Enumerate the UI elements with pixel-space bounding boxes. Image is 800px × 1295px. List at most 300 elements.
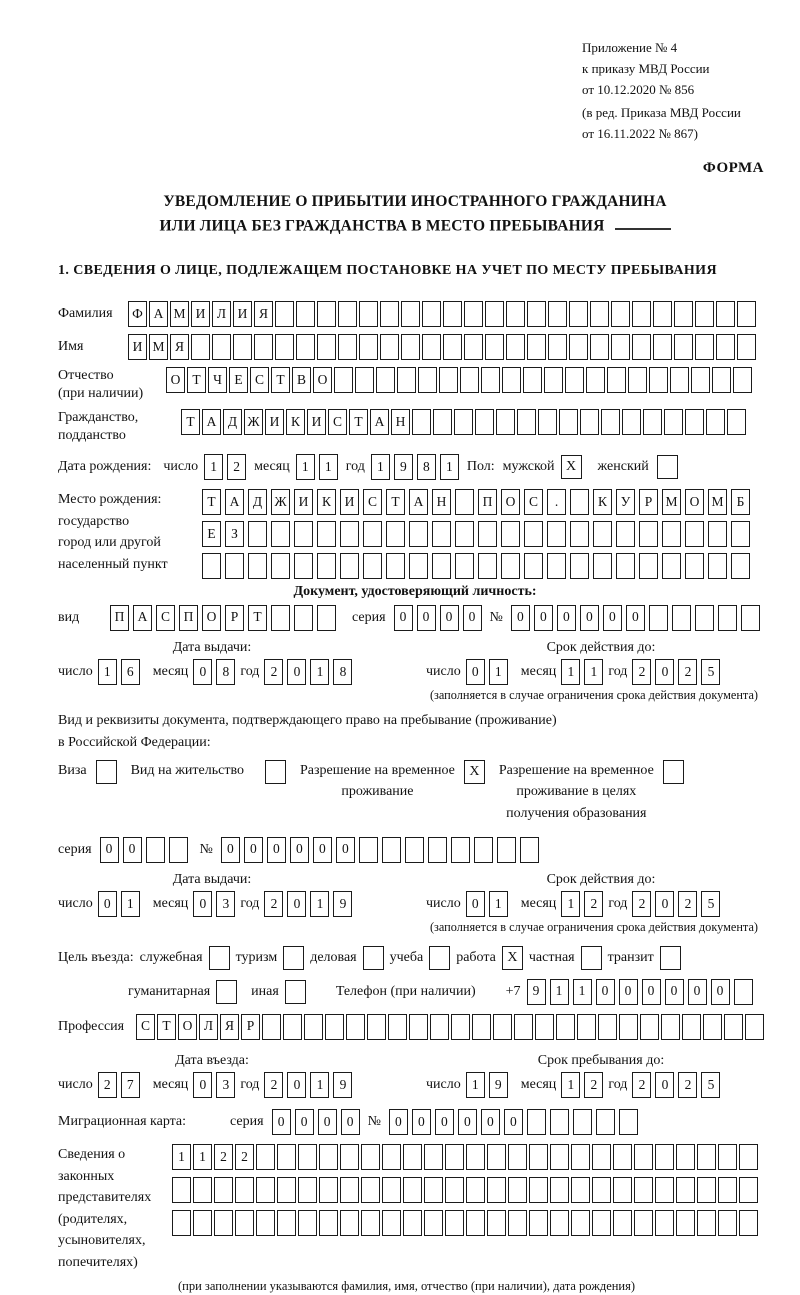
char-box[interactable] bbox=[464, 334, 483, 360]
char-box[interactable] bbox=[386, 553, 405, 579]
char-box[interactable] bbox=[592, 1144, 611, 1170]
char-box[interactable] bbox=[409, 553, 428, 579]
char-box[interactable]: 9 bbox=[333, 891, 352, 917]
char-box[interactable] bbox=[639, 521, 658, 547]
char-box[interactable] bbox=[590, 301, 609, 327]
char-box[interactable]: 8 bbox=[333, 659, 352, 685]
char-box[interactable]: С bbox=[250, 367, 269, 393]
char-box[interactable] bbox=[172, 1177, 191, 1203]
char-box[interactable]: И bbox=[191, 301, 210, 327]
citizenship-boxes[interactable] bbox=[181, 409, 746, 435]
char-box[interactable]: 1 bbox=[550, 979, 569, 1005]
char-box[interactable]: Я bbox=[170, 334, 189, 360]
char-box[interactable] bbox=[340, 1144, 359, 1170]
char-box[interactable]: 1 bbox=[310, 891, 329, 917]
char-box[interactable] bbox=[193, 1210, 212, 1236]
char-box[interactable]: 0 bbox=[466, 659, 485, 685]
char-box[interactable] bbox=[613, 1144, 632, 1170]
char-box[interactable]: 9 bbox=[527, 979, 546, 1005]
char-box[interactable] bbox=[508, 1177, 527, 1203]
char-box[interactable] bbox=[298, 1177, 317, 1203]
char-box[interactable] bbox=[593, 521, 612, 547]
purpose-work-checkbox[interactable]: X bbox=[502, 946, 523, 970]
char-box[interactable]: 9 bbox=[489, 1072, 508, 1098]
char-box[interactable] bbox=[685, 409, 704, 435]
char-box[interactable] bbox=[547, 553, 566, 579]
char-box[interactable] bbox=[529, 1210, 548, 1236]
char-box[interactable] bbox=[359, 301, 378, 327]
purpose-other-checkbox[interactable] bbox=[285, 980, 306, 1004]
char-box[interactable] bbox=[271, 605, 290, 631]
char-box[interactable] bbox=[376, 367, 395, 393]
char-box[interactable] bbox=[601, 409, 620, 435]
char-box[interactable]: 0 bbox=[100, 837, 119, 863]
char-box[interactable] bbox=[739, 1210, 758, 1236]
char-box[interactable] bbox=[643, 409, 662, 435]
char-box[interactable] bbox=[674, 301, 693, 327]
char-box[interactable] bbox=[478, 553, 497, 579]
char-box[interactable]: 0 bbox=[603, 605, 622, 631]
char-box[interactable] bbox=[569, 301, 588, 327]
doc-series-boxes[interactable] bbox=[394, 605, 482, 631]
char-box[interactable] bbox=[271, 553, 290, 579]
char-box[interactable]: 2 bbox=[264, 1072, 283, 1098]
char-box[interactable] bbox=[716, 301, 735, 327]
char-box[interactable] bbox=[401, 301, 420, 327]
char-box[interactable] bbox=[401, 334, 420, 360]
char-box[interactable]: Р bbox=[241, 1014, 260, 1040]
birthplace-boxes-row3[interactable] bbox=[202, 553, 750, 579]
char-box[interactable]: 0 bbox=[440, 605, 459, 631]
char-box[interactable] bbox=[382, 1144, 401, 1170]
doc-number-boxes[interactable] bbox=[511, 605, 760, 631]
char-box[interactable]: 1 bbox=[121, 891, 140, 917]
char-box[interactable] bbox=[695, 301, 714, 327]
char-box[interactable]: 0 bbox=[389, 1109, 408, 1135]
char-box[interactable] bbox=[550, 1144, 569, 1170]
char-box[interactable] bbox=[676, 1177, 695, 1203]
char-box[interactable]: 0 bbox=[463, 605, 482, 631]
char-box[interactable]: 2 bbox=[678, 1072, 697, 1098]
char-box[interactable]: Л bbox=[199, 1014, 218, 1040]
char-box[interactable]: О bbox=[202, 605, 221, 631]
char-box[interactable] bbox=[559, 409, 578, 435]
representatives-boxes-row3[interactable] bbox=[172, 1210, 758, 1236]
purpose-business-checkbox[interactable] bbox=[363, 946, 384, 970]
representatives-boxes-row1[interactable] bbox=[172, 1144, 758, 1170]
char-box[interactable] bbox=[708, 553, 727, 579]
char-box[interactable] bbox=[386, 521, 405, 547]
migration-series-boxes[interactable] bbox=[272, 1109, 360, 1135]
char-box[interactable] bbox=[296, 301, 315, 327]
char-box[interactable]: 2 bbox=[235, 1144, 254, 1170]
char-box[interactable] bbox=[592, 1210, 611, 1236]
char-box[interactable] bbox=[248, 521, 267, 547]
char-box[interactable] bbox=[565, 367, 584, 393]
char-box[interactable] bbox=[739, 1177, 758, 1203]
char-box[interactable]: 2 bbox=[214, 1144, 233, 1170]
char-box[interactable]: Е bbox=[202, 521, 221, 547]
char-box[interactable]: 0 bbox=[655, 659, 674, 685]
char-box[interactable]: Т bbox=[181, 409, 200, 435]
doc-expiry-year-boxes[interactable] bbox=[632, 659, 720, 685]
char-box[interactable]: 1 bbox=[193, 1144, 212, 1170]
char-box[interactable]: О bbox=[166, 367, 185, 393]
char-box[interactable]: К bbox=[317, 489, 336, 515]
char-box[interactable]: И bbox=[307, 409, 326, 435]
char-box[interactable]: 6 bbox=[121, 659, 140, 685]
doc-expiry-day-boxes[interactable] bbox=[466, 659, 508, 685]
char-box[interactable] bbox=[731, 553, 750, 579]
char-box[interactable]: О bbox=[501, 489, 520, 515]
char-box[interactable] bbox=[590, 334, 609, 360]
char-box[interactable] bbox=[334, 367, 353, 393]
char-box[interactable] bbox=[718, 1144, 737, 1170]
char-box[interactable] bbox=[674, 334, 693, 360]
char-box[interactable]: А bbox=[225, 489, 244, 515]
char-box[interactable]: 1 bbox=[440, 454, 459, 480]
char-box[interactable] bbox=[367, 1014, 386, 1040]
migration-number-boxes[interactable] bbox=[389, 1109, 638, 1135]
char-box[interactable]: А bbox=[202, 409, 221, 435]
char-box[interactable]: П bbox=[179, 605, 198, 631]
char-box[interactable] bbox=[613, 1210, 632, 1236]
char-box[interactable]: 0 bbox=[435, 1109, 454, 1135]
char-box[interactable] bbox=[653, 301, 672, 327]
char-box[interactable]: Т bbox=[187, 367, 206, 393]
char-box[interactable]: 9 bbox=[333, 1072, 352, 1098]
char-box[interactable] bbox=[412, 409, 431, 435]
char-box[interactable] bbox=[424, 1144, 443, 1170]
char-box[interactable] bbox=[661, 1014, 680, 1040]
char-box[interactable]: 0 bbox=[619, 979, 638, 1005]
doc-issue-year-boxes[interactable] bbox=[264, 659, 352, 685]
char-box[interactable]: 1 bbox=[310, 1072, 329, 1098]
char-box[interactable]: 0 bbox=[336, 837, 355, 863]
char-box[interactable]: 1 bbox=[561, 659, 580, 685]
char-box[interactable]: 1 bbox=[371, 454, 390, 480]
char-box[interactable]: 0 bbox=[318, 1109, 337, 1135]
char-box[interactable] bbox=[547, 521, 566, 547]
sex-female-checkbox[interactable] bbox=[657, 455, 678, 479]
char-box[interactable]: 0 bbox=[267, 837, 286, 863]
char-box[interactable]: З bbox=[225, 521, 244, 547]
char-box[interactable]: 1 bbox=[489, 891, 508, 917]
char-box[interactable] bbox=[619, 1014, 638, 1040]
char-box[interactable] bbox=[607, 367, 626, 393]
char-box[interactable]: 3 bbox=[216, 1072, 235, 1098]
char-box[interactable] bbox=[501, 553, 520, 579]
char-box[interactable] bbox=[225, 553, 244, 579]
char-box[interactable]: С bbox=[363, 489, 382, 515]
birthplace-boxes-row2[interactable] bbox=[202, 521, 750, 547]
char-box[interactable] bbox=[403, 1210, 422, 1236]
char-box[interactable]: 2 bbox=[632, 659, 651, 685]
char-box[interactable]: Т bbox=[248, 605, 267, 631]
char-box[interactable] bbox=[501, 521, 520, 547]
char-box[interactable]: 0 bbox=[394, 605, 413, 631]
char-box[interactable] bbox=[271, 521, 290, 547]
char-box[interactable]: Ч bbox=[208, 367, 227, 393]
char-box[interactable] bbox=[262, 1014, 281, 1040]
char-box[interactable] bbox=[598, 1014, 617, 1040]
char-box[interactable] bbox=[319, 1210, 338, 1236]
char-box[interactable] bbox=[380, 334, 399, 360]
char-box[interactable] bbox=[662, 553, 681, 579]
char-box[interactable] bbox=[464, 301, 483, 327]
char-box[interactable] bbox=[424, 1210, 443, 1236]
char-box[interactable]: Д bbox=[223, 409, 242, 435]
char-box[interactable] bbox=[298, 1144, 317, 1170]
char-box[interactable]: О bbox=[313, 367, 332, 393]
char-box[interactable]: П bbox=[478, 489, 497, 515]
char-box[interactable] bbox=[506, 301, 525, 327]
char-box[interactable]: С bbox=[156, 605, 175, 631]
char-box[interactable] bbox=[697, 1144, 716, 1170]
char-box[interactable] bbox=[430, 1014, 449, 1040]
char-box[interactable] bbox=[695, 605, 714, 631]
sex-male-checkbox[interactable]: X bbox=[561, 455, 582, 479]
char-box[interactable] bbox=[455, 489, 474, 515]
char-box[interactable]: 2 bbox=[227, 454, 246, 480]
char-box[interactable]: Л bbox=[212, 301, 231, 327]
char-box[interactable]: Е bbox=[229, 367, 248, 393]
char-box[interactable] bbox=[556, 1014, 575, 1040]
char-box[interactable] bbox=[672, 605, 691, 631]
char-box[interactable] bbox=[634, 1210, 653, 1236]
representatives-boxes-row2[interactable] bbox=[172, 1177, 758, 1203]
char-box[interactable] bbox=[478, 521, 497, 547]
char-box[interactable]: 9 bbox=[394, 454, 413, 480]
char-box[interactable]: Т bbox=[271, 367, 290, 393]
char-box[interactable] bbox=[485, 334, 504, 360]
char-box[interactable] bbox=[718, 1210, 737, 1236]
char-box[interactable] bbox=[466, 1177, 485, 1203]
char-box[interactable] bbox=[382, 1210, 401, 1236]
residence-series-boxes[interactable] bbox=[100, 837, 188, 863]
char-box[interactable] bbox=[403, 1144, 422, 1170]
char-box[interactable] bbox=[487, 1177, 506, 1203]
char-box[interactable] bbox=[455, 521, 474, 547]
char-box[interactable] bbox=[524, 553, 543, 579]
char-box[interactable] bbox=[634, 1144, 653, 1170]
char-box[interactable] bbox=[493, 1014, 512, 1040]
purpose-tourism-checkbox[interactable] bbox=[283, 946, 304, 970]
char-box[interactable]: А bbox=[409, 489, 428, 515]
char-box[interactable] bbox=[639, 553, 658, 579]
doc-type-boxes[interactable] bbox=[110, 605, 336, 631]
char-box[interactable] bbox=[527, 301, 546, 327]
char-box[interactable] bbox=[520, 837, 539, 863]
birthplace-boxes-row1[interactable] bbox=[202, 489, 750, 515]
char-box[interactable]: 1 bbox=[310, 659, 329, 685]
char-box[interactable] bbox=[485, 301, 504, 327]
char-box[interactable] bbox=[202, 553, 221, 579]
char-box[interactable] bbox=[741, 605, 760, 631]
char-box[interactable] bbox=[403, 1177, 422, 1203]
char-box[interactable] bbox=[586, 367, 605, 393]
char-box[interactable] bbox=[535, 1014, 554, 1040]
char-box[interactable] bbox=[432, 521, 451, 547]
char-box[interactable] bbox=[283, 1014, 302, 1040]
char-box[interactable] bbox=[445, 1210, 464, 1236]
char-box[interactable]: 1 bbox=[466, 1072, 485, 1098]
char-box[interactable] bbox=[487, 1210, 506, 1236]
char-box[interactable]: С bbox=[524, 489, 543, 515]
char-box[interactable] bbox=[233, 334, 252, 360]
char-box[interactable] bbox=[718, 1177, 737, 1203]
char-box[interactable]: М bbox=[708, 489, 727, 515]
char-box[interactable]: Т bbox=[202, 489, 221, 515]
char-box[interactable]: Я bbox=[254, 301, 273, 327]
char-box[interactable] bbox=[619, 1109, 638, 1135]
doc-issue-month-boxes[interactable] bbox=[193, 659, 235, 685]
char-box[interactable] bbox=[570, 553, 589, 579]
char-box[interactable]: А bbox=[370, 409, 389, 435]
char-box[interactable] bbox=[613, 1177, 632, 1203]
char-box[interactable] bbox=[708, 521, 727, 547]
char-box[interactable] bbox=[550, 1109, 569, 1135]
char-box[interactable]: 0 bbox=[287, 659, 306, 685]
char-box[interactable] bbox=[248, 553, 267, 579]
char-box[interactable] bbox=[571, 1210, 590, 1236]
purpose-private-checkbox[interactable] bbox=[581, 946, 602, 970]
char-box[interactable] bbox=[655, 1210, 674, 1236]
char-box[interactable] bbox=[455, 553, 474, 579]
char-box[interactable] bbox=[363, 521, 382, 547]
residence-issue-month-boxes[interactable] bbox=[193, 891, 235, 917]
char-box[interactable] bbox=[172, 1210, 191, 1236]
char-box[interactable] bbox=[298, 1210, 317, 1236]
char-box[interactable]: 2 bbox=[584, 1072, 603, 1098]
birthdate-year-boxes[interactable] bbox=[371, 454, 459, 480]
char-box[interactable] bbox=[487, 1144, 506, 1170]
char-box[interactable]: 1 bbox=[296, 454, 315, 480]
char-box[interactable] bbox=[445, 1144, 464, 1170]
entry-year-boxes[interactable] bbox=[264, 1072, 352, 1098]
char-box[interactable]: С bbox=[136, 1014, 155, 1040]
char-box[interactable] bbox=[193, 1177, 212, 1203]
char-box[interactable] bbox=[569, 334, 588, 360]
char-box[interactable] bbox=[538, 409, 557, 435]
char-box[interactable] bbox=[319, 1177, 338, 1203]
char-box[interactable]: 3 bbox=[216, 891, 235, 917]
char-box[interactable] bbox=[304, 1014, 323, 1040]
char-box[interactable] bbox=[466, 1144, 485, 1170]
char-box[interactable] bbox=[616, 521, 635, 547]
char-box[interactable] bbox=[662, 521, 681, 547]
char-box[interactable] bbox=[317, 553, 336, 579]
stay-day-boxes[interactable] bbox=[466, 1072, 508, 1098]
char-box[interactable] bbox=[382, 1177, 401, 1203]
char-box[interactable]: 0 bbox=[504, 1109, 523, 1135]
char-box[interactable]: 0 bbox=[341, 1109, 360, 1135]
char-box[interactable]: 0 bbox=[193, 1072, 212, 1098]
char-box[interactable] bbox=[593, 553, 612, 579]
char-box[interactable] bbox=[695, 334, 714, 360]
char-box[interactable] bbox=[733, 367, 752, 393]
purpose-humanitarian-checkbox[interactable] bbox=[216, 980, 237, 1004]
char-box[interactable]: 2 bbox=[632, 891, 651, 917]
char-box[interactable] bbox=[424, 1177, 443, 1203]
char-box[interactable] bbox=[432, 553, 451, 579]
char-box[interactable] bbox=[397, 367, 416, 393]
char-box[interactable] bbox=[544, 367, 563, 393]
char-box[interactable]: 0 bbox=[244, 837, 263, 863]
char-box[interactable]: О bbox=[178, 1014, 197, 1040]
char-box[interactable] bbox=[508, 1144, 527, 1170]
char-box[interactable] bbox=[359, 837, 378, 863]
char-box[interactable] bbox=[214, 1210, 233, 1236]
char-box[interactable] bbox=[418, 367, 437, 393]
char-box[interactable] bbox=[361, 1177, 380, 1203]
char-box[interactable] bbox=[653, 334, 672, 360]
char-box[interactable]: Ф bbox=[128, 301, 147, 327]
char-box[interactable] bbox=[517, 409, 536, 435]
char-box[interactable] bbox=[451, 837, 470, 863]
char-box[interactable] bbox=[317, 334, 336, 360]
char-box[interactable] bbox=[734, 979, 753, 1005]
char-box[interactable]: 1 bbox=[561, 1072, 580, 1098]
char-box[interactable]: Т bbox=[157, 1014, 176, 1040]
option-residence-permit-checkbox[interactable] bbox=[265, 760, 286, 784]
char-box[interactable]: К bbox=[593, 489, 612, 515]
char-box[interactable]: 0 bbox=[221, 837, 240, 863]
char-box[interactable] bbox=[628, 367, 647, 393]
doc-issue-day-boxes[interactable] bbox=[98, 659, 140, 685]
char-box[interactable] bbox=[570, 489, 589, 515]
char-box[interactable] bbox=[697, 1177, 716, 1203]
char-box[interactable] bbox=[340, 1177, 359, 1203]
char-box[interactable]: 0 bbox=[688, 979, 707, 1005]
doc-expiry-month-boxes[interactable] bbox=[561, 659, 603, 685]
char-box[interactable] bbox=[731, 521, 750, 547]
stay-year-boxes[interactable] bbox=[632, 1072, 720, 1098]
char-box[interactable] bbox=[670, 367, 689, 393]
char-box[interactable] bbox=[338, 334, 357, 360]
char-box[interactable] bbox=[514, 1014, 533, 1040]
surname-boxes[interactable] bbox=[128, 301, 756, 327]
char-box[interactable]: 0 bbox=[596, 979, 615, 1005]
char-box[interactable] bbox=[254, 334, 273, 360]
char-box[interactable] bbox=[685, 521, 704, 547]
char-box[interactable] bbox=[214, 1177, 233, 1203]
char-box[interactable] bbox=[596, 1109, 615, 1135]
firstname-boxes[interactable] bbox=[128, 334, 756, 360]
char-box[interactable] bbox=[443, 334, 462, 360]
char-box[interactable] bbox=[294, 553, 313, 579]
char-box[interactable]: 0 bbox=[417, 605, 436, 631]
char-box[interactable] bbox=[550, 1210, 569, 1236]
char-box[interactable] bbox=[317, 605, 336, 631]
char-box[interactable]: Н bbox=[391, 409, 410, 435]
char-box[interactable] bbox=[169, 837, 188, 863]
char-box[interactable] bbox=[697, 1210, 716, 1236]
char-box[interactable] bbox=[634, 1177, 653, 1203]
char-box[interactable] bbox=[422, 334, 441, 360]
char-box[interactable] bbox=[716, 334, 735, 360]
char-box[interactable] bbox=[474, 837, 493, 863]
char-box[interactable]: С bbox=[328, 409, 347, 435]
char-box[interactable] bbox=[277, 1144, 296, 1170]
char-box[interactable] bbox=[676, 1210, 695, 1236]
char-box[interactable] bbox=[727, 409, 746, 435]
char-box[interactable]: 1 bbox=[172, 1144, 191, 1170]
char-box[interactable] bbox=[573, 1109, 592, 1135]
char-box[interactable]: Д bbox=[248, 489, 267, 515]
char-box[interactable] bbox=[632, 301, 651, 327]
char-box[interactable] bbox=[256, 1144, 275, 1170]
